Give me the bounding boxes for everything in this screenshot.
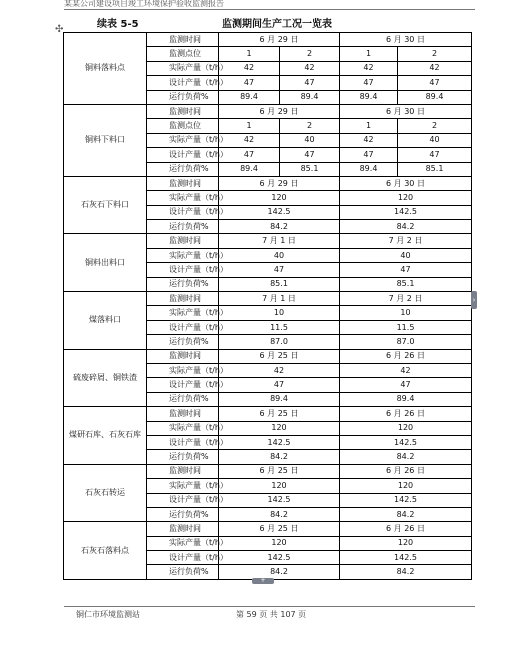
value-cell: 85.1 <box>280 162 340 176</box>
value-cell: 89.4 <box>219 392 340 406</box>
row-label-design: 设计产量（t/h） <box>147 76 219 90</box>
value-cell: 1 <box>219 47 280 61</box>
table-row <box>64 104 472 118</box>
table-number: 续表 5-5 <box>97 19 139 30</box>
value-cell: 42 <box>219 133 280 147</box>
location-cell: 铜料下料口 <box>64 104 147 176</box>
value-cell: 42 <box>280 61 340 75</box>
row-label-actual: 实际产量（t/h） <box>147 363 219 377</box>
row-label-design: 设计产量（t/h） <box>147 148 219 162</box>
value-cell: 11.5 <box>340 320 472 334</box>
side-scroll-marker-icon[interactable]: › <box>471 291 477 309</box>
value-cell: 42 <box>340 61 398 75</box>
row-label-time: 监测时间 <box>147 349 219 363</box>
value-cell: 142.5 <box>219 435 340 449</box>
value-cell: 47 <box>280 76 340 90</box>
date-cell: 6 月 30 日 <box>340 104 472 118</box>
value-cell: 84.2 <box>340 220 472 234</box>
value-cell: 1 <box>219 119 280 133</box>
row-label-time: 监测时间 <box>147 234 219 248</box>
value-cell: 142.5 <box>340 205 472 219</box>
date-cell: 6 月 30 日 <box>340 33 472 47</box>
date-cell: 6 月 29 日 <box>219 104 340 118</box>
value-cell: 85.1 <box>219 277 340 291</box>
value-cell: 47 <box>340 263 472 277</box>
row-label-load: 运行负荷% <box>147 277 219 291</box>
row-label-actual: 实际产量（t/h） <box>147 61 219 75</box>
value-cell: 84.2 <box>219 507 340 521</box>
value-cell: 142.5 <box>219 205 340 219</box>
value-cell: 120 <box>219 479 340 493</box>
row-label-design: 设计产量（t/h） <box>147 263 219 277</box>
value-cell: 40 <box>398 133 472 147</box>
value-cell: 120 <box>219 536 340 550</box>
value-cell: 84.2 <box>219 220 340 234</box>
row-label-actual: 实际产量（t/h） <box>147 421 219 435</box>
value-cell: 120 <box>340 479 472 493</box>
value-cell: 142.5 <box>219 493 340 507</box>
row-label-load: 运行负荷% <box>147 90 219 104</box>
table-row <box>64 407 472 421</box>
value-cell: 47 <box>398 76 472 90</box>
value-cell: 47 <box>280 148 340 162</box>
row-label-time: 监测时间 <box>147 104 219 118</box>
value-cell: 40 <box>219 248 340 262</box>
row-label-actual: 实际产量（t/h） <box>147 133 219 147</box>
date-cell: 6 月 26 日 <box>340 464 472 478</box>
value-cell: 120 <box>219 191 340 205</box>
row-label-time: 监测时间 <box>147 407 219 421</box>
row-label-design: 设计产量（t/h） <box>147 205 219 219</box>
monitoring-conditions-table <box>63 32 472 580</box>
value-cell: 11.5 <box>219 320 340 334</box>
value-cell: 42 <box>219 61 280 75</box>
value-cell: 2 <box>398 47 472 61</box>
row-label-design: 设计产量（t/h） <box>147 551 219 565</box>
table-row <box>64 234 472 248</box>
row-label-point: 监测点位 <box>147 119 219 133</box>
row-label-point: 监测点位 <box>147 47 219 61</box>
value-cell: 84.2 <box>340 450 472 464</box>
value-cell: 89.4 <box>280 90 340 104</box>
value-cell: 47 <box>340 76 398 90</box>
footer-rule <box>64 606 475 607</box>
value-cell: 1 <box>340 119 398 133</box>
value-cell: 89.4 <box>340 392 472 406</box>
row-label-load: 运行负荷% <box>147 162 219 176</box>
value-cell: 47 <box>340 378 472 392</box>
value-cell: 40 <box>340 248 472 262</box>
value-cell: 87.0 <box>340 335 472 349</box>
date-cell: 6 月 25 日 <box>219 464 340 478</box>
row-label-design: 设计产量（t/h） <box>147 378 219 392</box>
date-cell: 6 月 26 日 <box>340 407 472 421</box>
row-label-actual: 实际产量（t/h） <box>147 191 219 205</box>
date-cell: 6 月 25 日 <box>219 349 340 363</box>
table-caption: 监测期间生产工况一览表 <box>222 19 332 30</box>
date-cell: 6 月 29 日 <box>219 176 340 190</box>
value-cell: 47 <box>340 148 398 162</box>
value-cell: 142.5 <box>219 551 340 565</box>
table-body <box>64 33 472 580</box>
table-row <box>64 522 472 536</box>
value-cell: 2 <box>280 47 340 61</box>
location-cell: 煤落料口 <box>64 292 147 350</box>
value-cell: 10 <box>340 306 472 320</box>
value-cell: 89.4 <box>398 90 472 104</box>
value-cell: 84.2 <box>219 565 340 579</box>
value-cell: 89.4 <box>340 90 398 104</box>
row-label-actual: 实际产量（t/h） <box>147 479 219 493</box>
row-label-actual: 实际产量（t/h） <box>147 248 219 262</box>
row-label-time: 监测时间 <box>147 464 219 478</box>
value-cell: 47 <box>219 378 340 392</box>
location-cell: 石灰石下料口 <box>64 176 147 234</box>
value-cell: 84.2 <box>219 450 340 464</box>
date-cell: 6 月 26 日 <box>340 349 472 363</box>
table-row <box>64 33 472 47</box>
date-cell: 6 月 30 日 <box>340 176 472 190</box>
date-cell: 7 月 1 日 <box>219 234 340 248</box>
row-label-load: 运行负荷% <box>147 507 219 521</box>
row-label-time: 监测时间 <box>147 522 219 536</box>
footer-org: 铜仁市环境监测站 <box>76 610 140 619</box>
value-cell: 87.0 <box>219 335 340 349</box>
date-cell: 7 月 1 日 <box>219 292 340 306</box>
date-cell: 6 月 25 日 <box>219 522 340 536</box>
table-row <box>64 464 472 478</box>
location-cell: 石灰石落料点 <box>64 522 147 580</box>
location-cell: 铜料出料口 <box>64 234 147 292</box>
value-cell: 42 <box>340 363 472 377</box>
location-cell: 煤研石库、石灰石库 <box>64 407 147 465</box>
row-label-load: 运行负荷% <box>147 392 219 406</box>
table-move-handle-icon[interactable]: ✣ <box>55 24 64 35</box>
row-label-time: 监测时间 <box>147 292 219 306</box>
row-label-actual: 实际产量（t/h） <box>147 536 219 550</box>
location-cell: 铜料落料点 <box>64 33 147 105</box>
value-cell: 47 <box>219 148 280 162</box>
date-cell: 7 月 2 日 <box>340 292 472 306</box>
value-cell: 89.4 <box>219 90 280 104</box>
value-cell: 84.2 <box>340 507 472 521</box>
value-cell: 89.4 <box>219 162 280 176</box>
value-cell: 10 <box>219 306 340 320</box>
page-break-handle-icon[interactable]: + <box>252 578 274 584</box>
value-cell: 47 <box>398 148 472 162</box>
header-text-strip: 某某公司建设项目竣工环境保护验收监测报告 <box>64 0 224 8</box>
row-label-load: 运行负荷% <box>147 220 219 234</box>
value-cell: 142.5 <box>340 551 472 565</box>
value-cell: 1 <box>340 47 398 61</box>
value-cell: 89.4 <box>340 162 398 176</box>
value-cell: 120 <box>340 536 472 550</box>
row-label-load: 运行负荷% <box>147 565 219 579</box>
row-label-design: 设计产量（t/h） <box>147 320 219 334</box>
value-cell: 85.1 <box>340 277 472 291</box>
date-cell: 6 月 29 日 <box>219 33 340 47</box>
row-label-load: 运行负荷% <box>147 450 219 464</box>
value-cell: 85.1 <box>398 162 472 176</box>
value-cell: 42 <box>398 61 472 75</box>
header-rule <box>64 9 475 10</box>
value-cell: 42 <box>219 363 340 377</box>
date-cell: 6 月 25 日 <box>219 407 340 421</box>
value-cell: 120 <box>340 421 472 435</box>
table-row <box>64 349 472 363</box>
value-cell: 120 <box>219 421 340 435</box>
value-cell: 2 <box>280 119 340 133</box>
value-cell: 47 <box>219 263 340 277</box>
date-cell: 7 月 2 日 <box>340 234 472 248</box>
table-row <box>64 176 472 190</box>
value-cell: 120 <box>340 191 472 205</box>
row-label-design: 设计产量（t/h） <box>147 435 219 449</box>
row-label-load: 运行负荷% <box>147 335 219 349</box>
row-label-time: 监测时间 <box>147 176 219 190</box>
value-cell: 40 <box>280 133 340 147</box>
value-cell: 47 <box>219 76 280 90</box>
value-cell: 84.2 <box>340 565 472 579</box>
value-cell: 2 <box>398 119 472 133</box>
date-cell: 6 月 26 日 <box>340 522 472 536</box>
location-cell: 石灰石转运 <box>64 464 147 522</box>
row-label-time: 监测时间 <box>147 33 219 47</box>
value-cell: 142.5 <box>340 435 472 449</box>
location-cell: 硫废碎屑、铜铁渣 <box>64 349 147 407</box>
footer-page-number: 第 59 页 共 107 页 <box>236 610 307 619</box>
row-label-actual: 实际产量（t/h） <box>147 306 219 320</box>
value-cell: 142.5 <box>340 493 472 507</box>
table-row <box>64 292 472 306</box>
row-label-design: 设计产量（t/h） <box>147 493 219 507</box>
value-cell: 42 <box>340 133 398 147</box>
